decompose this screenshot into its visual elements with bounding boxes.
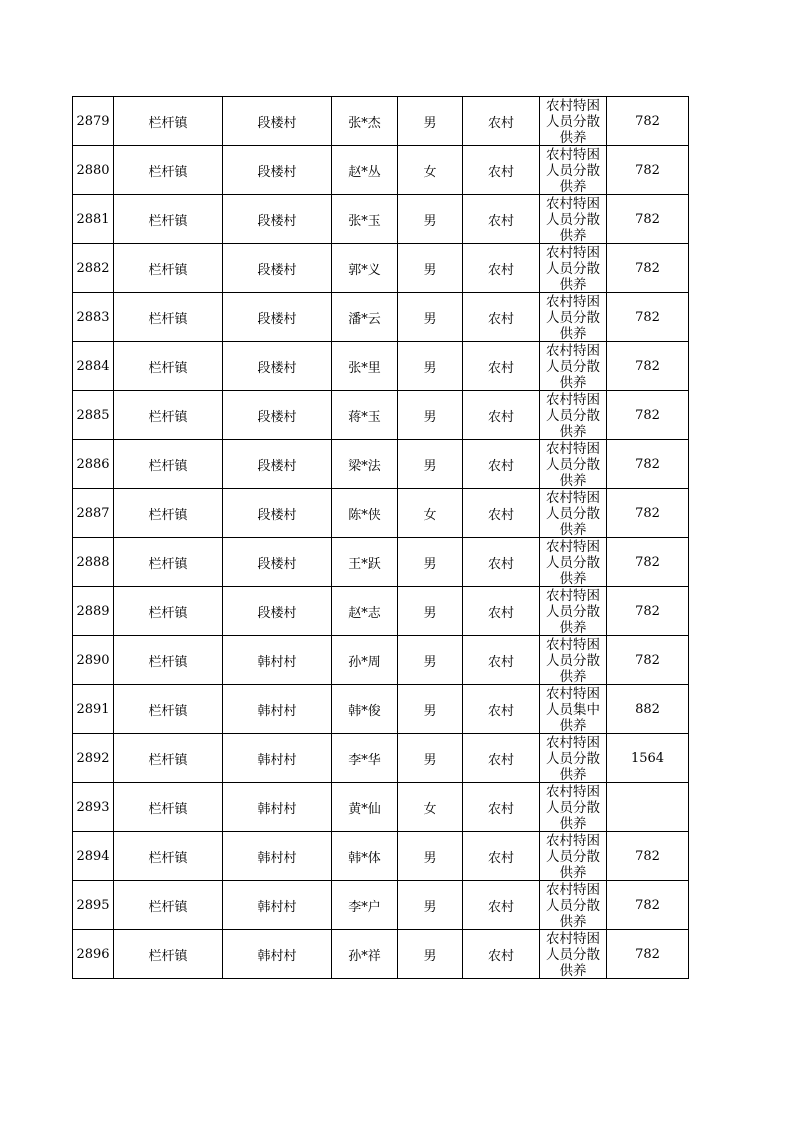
cell-town: 栏杆镇 [114, 783, 223, 832]
cell-id: 2892 [73, 734, 114, 783]
cell-gender: 女 [398, 489, 463, 538]
cell-area: 农村 [463, 930, 540, 979]
cell-gender: 男 [398, 587, 463, 636]
cell-gender: 男 [398, 244, 463, 293]
cell-village: 韩村村 [223, 783, 332, 832]
table-row [73, 195, 689, 244]
cell-name: 孙*祥 [332, 930, 398, 979]
cell-village: 段楼村 [223, 391, 332, 440]
category-line: 供养 [559, 963, 587, 978]
table-row [73, 783, 689, 832]
category-line: 人员分散 [546, 114, 600, 130]
cell-category [540, 881, 607, 930]
cell-name: 韩*体 [332, 832, 398, 881]
category-text [540, 342, 606, 390]
table-row [73, 342, 689, 391]
cell-amount: 782 [607, 391, 689, 440]
category-line: 农村特困 [546, 784, 600, 800]
category-line: 人员分散 [546, 506, 600, 522]
cell-area: 农村 [463, 391, 540, 440]
cell-id: 2894 [73, 832, 114, 881]
cell-name: 蒋*玉 [332, 391, 398, 440]
category-line: 农村特困 [546, 637, 600, 653]
category-text [540, 587, 606, 635]
category-text [540, 538, 606, 586]
table-row [73, 930, 689, 979]
cell-area: 农村 [463, 97, 540, 146]
cell-name: 赵*丛 [332, 146, 398, 195]
category-line: 农村特困 [546, 539, 600, 555]
table-body [73, 97, 689, 979]
category-line: 人员集中 [546, 702, 600, 718]
category-line: 农村特困 [546, 343, 600, 359]
category-line: 供养 [559, 914, 587, 929]
category-line: 供养 [559, 130, 587, 145]
category-line: 供养 [559, 228, 587, 243]
cell-town: 栏杆镇 [114, 930, 223, 979]
category-line: 人员分散 [546, 212, 600, 228]
cell-area: 农村 [463, 734, 540, 783]
category-text [540, 489, 606, 537]
cell-gender: 女 [398, 783, 463, 832]
cell-id: 2879 [73, 97, 114, 146]
cell-name: 郭*义 [332, 244, 398, 293]
cell-category [540, 538, 607, 587]
cell-amount: 1564 [607, 734, 689, 783]
cell-category [540, 489, 607, 538]
category-text [540, 734, 606, 782]
cell-town: 栏杆镇 [114, 636, 223, 685]
cell-town: 栏杆镇 [114, 97, 223, 146]
category-line: 农村特困 [546, 931, 600, 947]
cell-village: 段楼村 [223, 489, 332, 538]
table-row [73, 832, 689, 881]
table-row [73, 734, 689, 783]
category-line: 人员分散 [546, 849, 600, 865]
cell-gender: 男 [398, 195, 463, 244]
cell-name: 张*里 [332, 342, 398, 391]
category-text [540, 391, 606, 439]
category-line: 供养 [559, 718, 587, 733]
category-line: 供养 [559, 865, 587, 880]
cell-id: 2891 [73, 685, 114, 734]
cell-area: 农村 [463, 195, 540, 244]
cell-category [540, 146, 607, 195]
table-row [73, 881, 689, 930]
cell-village: 韩村村 [223, 832, 332, 881]
cell-village: 韩村村 [223, 636, 332, 685]
cell-category [540, 734, 607, 783]
cell-amount: 782 [607, 146, 689, 195]
cell-name: 李*华 [332, 734, 398, 783]
cell-village: 韩村村 [223, 881, 332, 930]
cell-id: 2885 [73, 391, 114, 440]
category-text [540, 97, 606, 145]
table-row [73, 97, 689, 146]
cell-category [540, 930, 607, 979]
category-line: 供养 [559, 326, 587, 341]
cell-name: 李*户 [332, 881, 398, 930]
cell-category [540, 244, 607, 293]
cell-area: 农村 [463, 538, 540, 587]
category-line: 供养 [559, 620, 587, 635]
table-row [73, 440, 689, 489]
cell-gender: 男 [398, 391, 463, 440]
cell-category [540, 195, 607, 244]
category-line: 人员分散 [546, 800, 600, 816]
cell-id: 2881 [73, 195, 114, 244]
cell-amount: 782 [607, 97, 689, 146]
cell-name: 赵*志 [332, 587, 398, 636]
cell-amount: 782 [607, 293, 689, 342]
cell-village: 韩村村 [223, 930, 332, 979]
category-line: 人员分散 [546, 751, 600, 767]
cell-area: 农村 [463, 685, 540, 734]
category-text [540, 146, 606, 194]
cell-village: 段楼村 [223, 538, 332, 587]
category-line: 农村特困 [546, 245, 600, 261]
cell-id: 2893 [73, 783, 114, 832]
cell-name: 梁*法 [332, 440, 398, 489]
cell-area: 农村 [463, 636, 540, 685]
category-text [540, 440, 606, 488]
category-line: 人员分散 [546, 261, 600, 277]
category-line: 供养 [559, 669, 587, 684]
cell-amount [607, 783, 689, 832]
cell-id: 2884 [73, 342, 114, 391]
cell-name: 陈*侠 [332, 489, 398, 538]
cell-gender: 男 [398, 97, 463, 146]
category-line: 人员分散 [546, 310, 600, 326]
cell-area: 农村 [463, 489, 540, 538]
category-line: 供养 [559, 522, 587, 537]
table-row [73, 293, 689, 342]
cell-town: 栏杆镇 [114, 195, 223, 244]
cell-area: 农村 [463, 783, 540, 832]
cell-town: 栏杆镇 [114, 146, 223, 195]
category-line: 人员分散 [546, 359, 600, 375]
category-line: 农村特困 [546, 735, 600, 751]
cell-gender: 男 [398, 832, 463, 881]
cell-amount: 782 [607, 538, 689, 587]
table-row [73, 685, 689, 734]
cell-category [540, 587, 607, 636]
cell-town: 栏杆镇 [114, 587, 223, 636]
table-row [73, 146, 689, 195]
cell-id: 2883 [73, 293, 114, 342]
cell-town: 栏杆镇 [114, 489, 223, 538]
category-line: 供养 [559, 424, 587, 439]
cell-amount: 882 [607, 685, 689, 734]
cell-amount: 782 [607, 342, 689, 391]
cell-gender: 女 [398, 146, 463, 195]
cell-category [540, 342, 607, 391]
cell-amount: 782 [607, 440, 689, 489]
category-line: 农村特困 [546, 833, 600, 849]
cell-town: 栏杆镇 [114, 832, 223, 881]
category-line: 农村特困 [546, 98, 600, 114]
cell-name: 张*玉 [332, 195, 398, 244]
cell-area: 农村 [463, 146, 540, 195]
category-line: 农村特困 [546, 147, 600, 163]
category-line: 农村特困 [546, 882, 600, 898]
category-line: 供养 [559, 473, 587, 488]
cell-category [540, 783, 607, 832]
cell-area: 农村 [463, 832, 540, 881]
cell-area: 农村 [463, 587, 540, 636]
cell-gender: 男 [398, 440, 463, 489]
category-text [540, 930, 606, 978]
category-line: 人员分散 [546, 457, 600, 473]
table-row [73, 244, 689, 293]
cell-gender: 男 [398, 342, 463, 391]
cell-gender: 男 [398, 685, 463, 734]
cell-id: 2886 [73, 440, 114, 489]
category-text [540, 783, 606, 831]
cell-area: 农村 [463, 881, 540, 930]
category-text [540, 881, 606, 929]
cell-gender: 男 [398, 881, 463, 930]
cell-id: 2880 [73, 146, 114, 195]
cell-town: 栏杆镇 [114, 244, 223, 293]
cell-gender: 男 [398, 930, 463, 979]
category-line: 供养 [559, 179, 587, 194]
category-line: 农村特困 [546, 490, 600, 506]
cell-category [540, 832, 607, 881]
cell-amount: 782 [607, 195, 689, 244]
cell-gender: 男 [398, 293, 463, 342]
category-line: 农村特困 [546, 588, 600, 604]
cell-amount: 782 [607, 587, 689, 636]
table-row [73, 538, 689, 587]
table-row [73, 636, 689, 685]
category-line: 供养 [559, 277, 587, 292]
cell-village: 段楼村 [223, 342, 332, 391]
category-line: 人员分散 [546, 555, 600, 571]
category-line: 供养 [559, 375, 587, 390]
cell-id: 2896 [73, 930, 114, 979]
cell-town: 栏杆镇 [114, 734, 223, 783]
cell-amount: 782 [607, 244, 689, 293]
cell-id: 2890 [73, 636, 114, 685]
category-line: 人员分散 [546, 163, 600, 179]
cell-area: 农村 [463, 244, 540, 293]
cell-area: 农村 [463, 342, 540, 391]
category-line: 供养 [559, 816, 587, 831]
cell-id: 2882 [73, 244, 114, 293]
cell-village: 段楼村 [223, 293, 332, 342]
cell-village: 段楼村 [223, 97, 332, 146]
category-line: 农村特困 [546, 196, 600, 212]
cell-id: 2889 [73, 587, 114, 636]
cell-name: 韩*俊 [332, 685, 398, 734]
category-line: 供养 [559, 767, 587, 782]
category-text [540, 636, 606, 684]
cell-id: 2887 [73, 489, 114, 538]
cell-name: 潘*云 [332, 293, 398, 342]
cell-town: 栏杆镇 [114, 391, 223, 440]
cell-village: 段楼村 [223, 440, 332, 489]
category-text [540, 685, 606, 733]
category-line: 人员分散 [546, 898, 600, 914]
cell-town: 栏杆镇 [114, 342, 223, 391]
cell-name: 王*跃 [332, 538, 398, 587]
cell-name: 孙*周 [332, 636, 398, 685]
category-line: 人员分散 [546, 947, 600, 963]
records-table [72, 96, 689, 979]
category-line: 人员分散 [546, 408, 600, 424]
cell-amount: 782 [607, 881, 689, 930]
cell-gender: 男 [398, 636, 463, 685]
cell-gender: 男 [398, 734, 463, 783]
cell-village: 段楼村 [223, 195, 332, 244]
category-line: 人员分散 [546, 653, 600, 669]
cell-village: 段楼村 [223, 587, 332, 636]
cell-gender: 男 [398, 538, 463, 587]
cell-town: 栏杆镇 [114, 685, 223, 734]
cell-name: 张*杰 [332, 97, 398, 146]
cell-town: 栏杆镇 [114, 881, 223, 930]
category-line: 人员分散 [546, 604, 600, 620]
cell-town: 栏杆镇 [114, 293, 223, 342]
category-line: 农村特困 [546, 392, 600, 408]
cell-category [540, 293, 607, 342]
cell-name: 黄*仙 [332, 783, 398, 832]
cell-id: 2888 [73, 538, 114, 587]
cell-area: 农村 [463, 440, 540, 489]
cell-village: 韩村村 [223, 685, 332, 734]
table-row [73, 391, 689, 440]
cell-amount: 782 [607, 489, 689, 538]
cell-id: 2895 [73, 881, 114, 930]
category-text [540, 195, 606, 243]
cell-area: 农村 [463, 293, 540, 342]
table-row [73, 489, 689, 538]
category-line: 农村特困 [546, 294, 600, 310]
category-text [540, 293, 606, 341]
cell-village: 韩村村 [223, 734, 332, 783]
cell-category [540, 440, 607, 489]
table-row [73, 587, 689, 636]
cell-category [540, 685, 607, 734]
cell-category [540, 636, 607, 685]
category-line: 供养 [559, 571, 587, 586]
category-line: 农村特困 [546, 441, 600, 457]
category-text [540, 832, 606, 880]
cell-town: 栏杆镇 [114, 538, 223, 587]
cell-category [540, 391, 607, 440]
category-text [540, 244, 606, 292]
cell-amount: 782 [607, 832, 689, 881]
category-line: 农村特困 [546, 686, 600, 702]
cell-amount: 782 [607, 636, 689, 685]
cell-town: 栏杆镇 [114, 440, 223, 489]
cell-category [540, 97, 607, 146]
cell-village: 段楼村 [223, 146, 332, 195]
cell-amount: 782 [607, 930, 689, 979]
cell-village: 段楼村 [223, 244, 332, 293]
